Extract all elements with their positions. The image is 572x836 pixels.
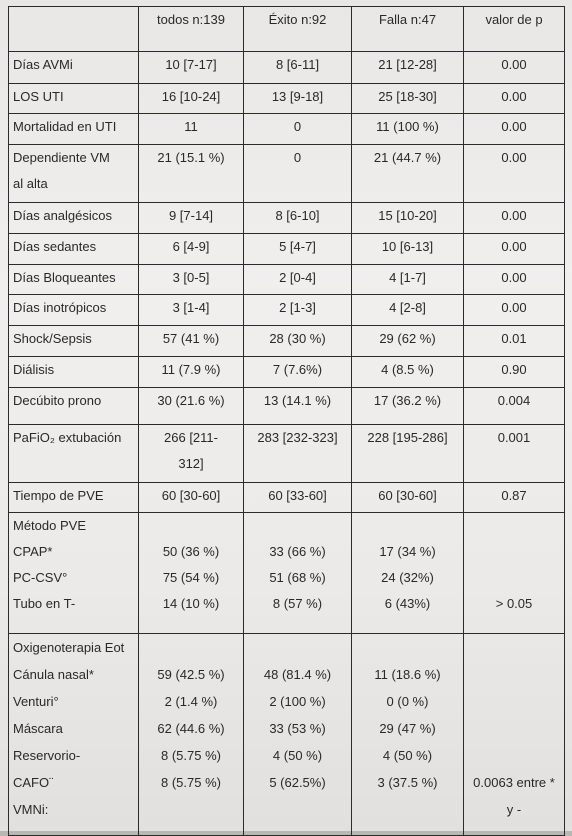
cell-line: 5 (62.5%)	[269, 774, 326, 790]
cell-line: 21 (15.1 %)	[157, 150, 225, 166]
row-label	[9, 202, 139, 233]
header-cell-label	[9, 7, 139, 52]
cell-line: 0.00	[501, 56, 527, 72]
cell-line: 16 [10-24]	[161, 88, 221, 104]
table-row	[9, 295, 565, 326]
header-cell-exito: Éxito n:92	[244, 7, 352, 52]
cell-line	[143, 513, 239, 539]
cell-line	[143, 796, 239, 823]
header-cell-todos: todos n:139	[139, 7, 244, 52]
cell-line	[248, 796, 347, 823]
cell-line: 13 [9-18]	[271, 88, 324, 104]
cell-line: 0.00	[501, 269, 527, 285]
table-row	[9, 51, 565, 83]
row-label	[9, 233, 139, 264]
cell-exito	[244, 233, 352, 264]
cell-line: Tiempo de PVE	[13, 487, 104, 503]
header-row	[9, 7, 565, 52]
cell-line: 4 [2-8]	[389, 300, 426, 316]
cell-line: 17 (36.2 %)	[373, 392, 442, 408]
cell-line: 60 [30-60]	[161, 487, 221, 503]
cell-line: 8 [6-10]	[275, 207, 320, 223]
cell-line: Días sedantes	[13, 238, 97, 254]
cell-p-value	[464, 202, 565, 233]
cell-line: Cánula nasal*	[13, 666, 94, 682]
cell-line: 4 (50 %)	[382, 747, 433, 763]
row-label	[9, 357, 139, 388]
cell-exito	[244, 482, 352, 513]
cell-line	[468, 513, 560, 539]
cell-line: 0.00	[501, 88, 527, 104]
cell-p-value	[464, 633, 565, 835]
cell-line: 0.004	[497, 392, 531, 408]
cell-line: 21 (44.7 %)	[373, 150, 442, 166]
cell-falla	[352, 202, 464, 233]
cell-line: 48 (81.4 %)	[263, 666, 332, 682]
cell-line: 29 (47 %)	[379, 720, 436, 736]
table-row	[9, 83, 565, 114]
header-cell-falla: Falla n:47	[352, 7, 464, 52]
cell-line: 2 [1-3]	[279, 300, 316, 316]
cell-line: Oxigenoterapia Eot	[13, 639, 125, 655]
table-row	[9, 326, 565, 357]
cell-p-value	[464, 482, 565, 513]
cell-line: al alta	[13, 176, 48, 192]
cell-falla	[352, 51, 464, 83]
cell-line: 60 [30-60]	[378, 487, 437, 503]
row-label	[9, 482, 139, 513]
row-label	[9, 326, 139, 357]
cell-line: 11 (18.6 %)	[374, 666, 441, 682]
cell-exito	[244, 425, 352, 482]
cell-line: 62 (44.6 %)	[157, 720, 225, 736]
cell-falla	[352, 357, 464, 388]
cell-line: 11	[184, 119, 198, 135]
cell-falla	[352, 83, 464, 114]
cell-p-value	[464, 357, 565, 388]
cell-line	[468, 715, 560, 742]
cell-line: 0.01	[501, 331, 527, 347]
cell-line: 25 [18-30]	[378, 88, 437, 104]
cell-todos	[139, 295, 244, 326]
cell-line: 30 (21.6 %)	[157, 392, 225, 408]
cell-line: 2 [0-4]	[279, 269, 316, 285]
cell-todos	[139, 482, 244, 513]
cell-exito	[244, 633, 352, 835]
cell-line	[468, 634, 560, 661]
cell-exito	[244, 513, 352, 633]
cell-line: Dependiente VM	[13, 150, 110, 166]
cell-line: 0 (0 %)	[386, 693, 429, 709]
cell-line	[356, 796, 459, 823]
cell-line: 3 (37.5 %)	[377, 774, 438, 790]
cell-line: 6 [4-9]	[172, 238, 210, 254]
cell-line	[468, 742, 560, 769]
cell-line: 15 [10-20]	[378, 207, 437, 223]
cell-exito	[244, 202, 352, 233]
cell-todos	[139, 145, 244, 202]
cell-line: PC-CSV°	[13, 570, 68, 586]
table-row	[9, 513, 565, 633]
cell-todos	[139, 202, 244, 233]
cell-line: 3 [0-5]	[172, 269, 210, 285]
row-label	[9, 83, 139, 114]
cell-line: Decúbito prono	[13, 392, 102, 408]
cell-exito	[244, 83, 352, 114]
cell-line	[248, 634, 347, 661]
cell-line: PaFiO₂ extubación	[13, 430, 122, 446]
cell-line	[468, 539, 560, 565]
cell-line: 4 (8.5 %)	[381, 362, 434, 378]
cell-p-value	[464, 326, 565, 357]
cell-falla	[352, 482, 464, 513]
cell-falla	[352, 264, 464, 295]
cell-todos	[139, 357, 244, 388]
cell-line: Días analgésicos	[13, 207, 112, 223]
row-label	[9, 145, 139, 202]
cell-p-value	[464, 264, 565, 295]
table-row	[9, 357, 565, 388]
cell-line: 11 (7.9 %)	[161, 362, 221, 378]
cell-line: 21 [12-28]	[378, 56, 437, 72]
cell-line: 4 (50 %)	[272, 747, 323, 763]
cell-line	[143, 634, 239, 661]
cell-line: 0.0063 entre *	[473, 774, 555, 790]
cell-line: 4 [1-7]	[389, 269, 426, 285]
cell-p-value	[464, 425, 565, 482]
cell-line: Días inotrópicos	[13, 300, 107, 316]
cell-falla	[352, 233, 464, 264]
cell-falla	[352, 114, 464, 145]
cell-line: y -	[506, 801, 522, 817]
cell-falla	[352, 145, 464, 202]
cell-todos	[139, 513, 244, 633]
cell-exito	[244, 145, 352, 202]
cell-todos	[139, 233, 244, 264]
cell-p-value	[464, 145, 565, 202]
row-label	[9, 513, 139, 633]
cell-line: 59 (42.5 %)	[157, 666, 225, 682]
cell-line: 29 (62 %)	[379, 331, 436, 347]
cell-line: 51 (68 %)	[269, 570, 326, 586]
cell-line: 0.00	[501, 207, 527, 223]
cell-line: CAFO¨	[13, 774, 54, 790]
cell-line: 2 (100 %)	[269, 693, 326, 709]
cell-line: 0.00	[501, 150, 527, 166]
cell-todos	[139, 326, 244, 357]
cell-line: 0.90	[501, 362, 527, 378]
cell-falla	[352, 326, 464, 357]
cell-p-value	[464, 387, 565, 424]
cell-line: Días Bloqueantes	[13, 269, 116, 285]
cell-p-value	[464, 83, 565, 114]
cell-line: 5 [4-7]	[279, 238, 316, 254]
cell-exito	[244, 295, 352, 326]
cell-line: 3 [1-4]	[172, 300, 210, 316]
row-label	[9, 114, 139, 145]
cell-falla	[352, 633, 464, 835]
cell-line: 2 (1.4 %)	[164, 693, 218, 709]
cell-line: 0.00	[501, 300, 527, 316]
cell-line: 8 (5.75 %)	[161, 747, 221, 763]
cell-line: 0.00	[501, 238, 527, 254]
cell-line: Shock/Sepsis	[13, 331, 92, 347]
cell-exito	[244, 326, 352, 357]
cell-exito	[244, 357, 352, 388]
cell-line	[356, 513, 459, 539]
cell-line: 8 (57 %)	[272, 596, 323, 612]
cell-line: 266 [211-	[164, 430, 218, 446]
cell-todos	[139, 633, 244, 835]
table-row	[9, 482, 565, 513]
table-row	[9, 233, 565, 264]
cell-p-value	[464, 295, 565, 326]
cell-line: 17 (34 %)	[379, 544, 436, 560]
cell-line: LOS UTI	[13, 88, 64, 104]
cell-line: 33 (66 %)	[269, 544, 326, 560]
cell-line: 10 [7-17]	[165, 56, 217, 72]
cell-exito	[244, 387, 352, 424]
cell-line: 7 (7.6%)	[272, 362, 323, 378]
cell-line: 312]	[178, 456, 204, 472]
cell-p-value	[464, 51, 565, 83]
cell-line: 9 [7-14]	[168, 207, 214, 223]
table-row	[9, 114, 565, 145]
cell-line: Venturi°	[13, 693, 59, 709]
cell-line	[468, 565, 560, 591]
cell-line: 8 (5.75 %)	[161, 774, 221, 790]
cell-line: 6 (43%)	[384, 596, 431, 612]
cell-line: 13 (14.1 %)	[263, 392, 332, 408]
table-row	[9, 425, 565, 482]
cell-line: 283 [232-323]	[257, 430, 338, 446]
cell-line: Mortalidad en UTI	[13, 119, 117, 135]
cell-p-value	[464, 513, 565, 633]
cell-todos	[139, 425, 244, 482]
cell-falla	[352, 425, 464, 482]
cell-line: Método PVE	[13, 518, 86, 534]
cell-line	[356, 634, 459, 661]
row-label	[9, 295, 139, 326]
results-table	[8, 6, 565, 836]
row-label	[9, 264, 139, 295]
cell-line: 28 (30 %)	[269, 331, 326, 347]
row-label	[9, 633, 139, 835]
cell-todos	[139, 264, 244, 295]
cell-line: 0	[293, 119, 302, 135]
cell-line: > 0.05	[495, 596, 533, 612]
cell-line	[468, 688, 560, 715]
cell-line: 0.87	[501, 487, 527, 503]
row-label	[9, 51, 139, 83]
header-cell-p-value: valor de p	[464, 7, 565, 52]
cell-line: VMNi:	[13, 801, 49, 817]
table-row	[9, 202, 565, 233]
row-label	[9, 425, 139, 482]
row-label	[9, 387, 139, 424]
cell-line: 0.001	[497, 430, 531, 446]
cell-line: 8 [6-11]	[275, 56, 320, 72]
cell-exito	[244, 264, 352, 295]
cell-exito	[244, 114, 352, 145]
cell-line: 50 (36 %)	[162, 544, 220, 560]
cell-line: 10 [6-13]	[381, 238, 434, 254]
table-row	[9, 633, 565, 835]
cell-todos	[139, 51, 244, 83]
cell-line: Reservorio-	[13, 747, 81, 763]
cell-todos	[139, 83, 244, 114]
cell-p-value	[464, 233, 565, 264]
cell-line: 33 (53 %)	[269, 720, 326, 736]
cell-line: 57 (41 %)	[162, 331, 220, 347]
cell-todos	[139, 114, 244, 145]
cell-line: 75 (54 %)	[162, 570, 220, 586]
cell-line	[468, 661, 560, 688]
cell-line: Tubo en T-	[13, 596, 76, 612]
table-row	[9, 145, 565, 202]
cell-todos	[139, 387, 244, 424]
cell-line: Máscara	[13, 720, 63, 736]
cell-exito	[244, 51, 352, 83]
cell-line: 14 (10 %)	[162, 596, 220, 612]
table-row	[9, 387, 565, 424]
cell-line	[248, 513, 347, 539]
cell-line: Días AVMi	[13, 56, 73, 72]
cell-line: 0.00	[501, 119, 527, 135]
cell-line: 60 [33-60]	[268, 487, 327, 503]
cell-line: 228 [195-286]	[367, 430, 448, 446]
cell-line: CPAP*	[13, 544, 53, 560]
cell-falla	[352, 387, 464, 424]
table-row	[9, 264, 565, 295]
cell-p-value	[464, 114, 565, 145]
cell-falla	[352, 513, 464, 633]
cell-line: 11 (100 %)	[376, 119, 439, 135]
cell-line: 0	[293, 150, 302, 166]
cell-falla	[352, 295, 464, 326]
cell-line: 24 (32%)	[381, 570, 434, 586]
cell-line: Diálisis	[13, 362, 55, 378]
